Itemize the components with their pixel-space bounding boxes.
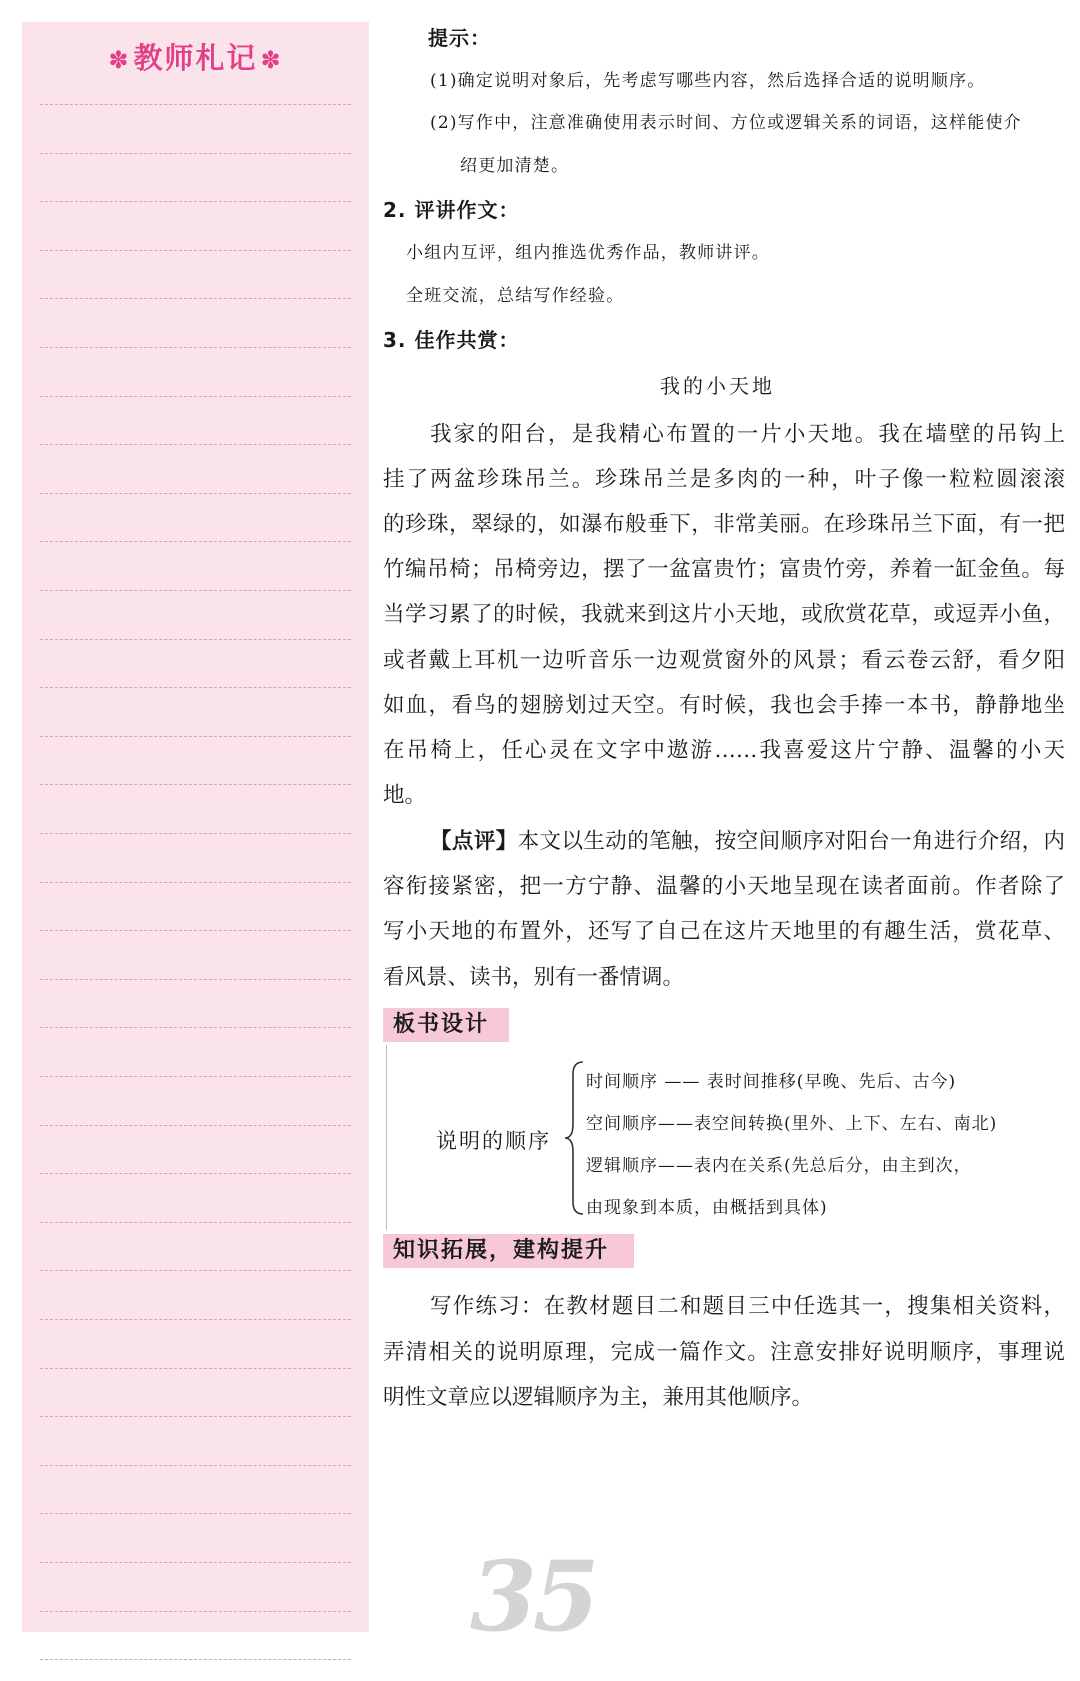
essay-line: 挂了两盆珍珠吊兰。珍珠吊兰是多肉的一种，叶子像一粒粒圆滚滚	[383, 467, 1065, 492]
note-line	[40, 444, 351, 445]
tips-heading: 提示：	[428, 26, 491, 50]
extension-line: 弄清相关的说明原理，完成一篇作文。注意安排好说明顺序，事理说	[383, 1340, 1065, 1365]
comment-first-text: 本文以生动的笔触，按空间顺序对阳台一角进行介绍，内	[517, 829, 1065, 854]
page-number: 35	[470, 1540, 596, 1653]
note-line	[40, 1222, 351, 1223]
note-line	[40, 347, 351, 348]
notes-title-text: 教师札记	[133, 41, 258, 75]
note-line	[40, 1027, 351, 1028]
note-line	[40, 541, 351, 542]
notes-title	[22, 36, 369, 77]
brace-icon	[563, 1058, 585, 1218]
note-line	[40, 1659, 351, 1660]
note-line	[40, 1611, 351, 1612]
comment-line	[430, 824, 1065, 855]
extension-section-title: 知识拓展，建构提升	[383, 1234, 634, 1268]
review-line-2: 全班交流，总结写作经验。	[406, 286, 625, 306]
essay-line: 地。	[383, 783, 427, 808]
note-line	[40, 201, 351, 202]
extension-line: 写作练习：在教材题目二和题目三中任选其一，搜集相关资料，	[430, 1294, 1065, 1319]
note-line	[40, 833, 351, 834]
note-line	[40, 687, 351, 688]
flower-icon: ✽	[108, 46, 131, 74]
note-line	[40, 930, 351, 931]
tips-item-2-line-1: (2)写作中，注意准确使用表示时间、方位或逻辑关系的词语，这样能使介	[430, 113, 1022, 133]
note-line	[40, 1173, 351, 1174]
note-line	[40, 396, 351, 397]
note-line	[40, 1076, 351, 1077]
note-line	[40, 1125, 351, 1126]
tips-item-2-line-2: 绍更加清楚。	[460, 156, 570, 176]
comment-line: 容衔接紧密，把一方宁静、温馨的小天地呈现在读者面前。作者除了	[383, 874, 1065, 899]
board-root: 说明的顺序	[436, 1129, 551, 1153]
note-line	[40, 1513, 351, 1514]
note-line	[40, 784, 351, 785]
note-line	[40, 1319, 351, 1320]
comment-tag: 【点评】	[430, 829, 518, 854]
essay-line: 竹编吊椅；吊椅旁边，摆了一盆富贵竹；富贵竹旁，养着一缸金鱼。每	[383, 557, 1065, 582]
comment-line: 写小天地的布置外，还写了自己在这片天地里的有趣生活，赏花草、	[383, 919, 1065, 944]
note-line	[40, 639, 351, 640]
board-section-title: 板书设计	[383, 1008, 509, 1042]
review-heading: 2. 评讲作文：	[383, 198, 520, 222]
note-line	[40, 1416, 351, 1417]
essay-line: 当学习累了的时候，我就来到这片小天地，或欣赏花草，或逗弄小鱼，	[383, 602, 1065, 627]
board-item: 逻辑顺序——表内在关系(先总后分，由主到次，	[586, 1156, 972, 1176]
note-line	[40, 979, 351, 980]
board-item: 空间顺序——表空间转换(里外、上下、左右、南北)	[586, 1114, 998, 1134]
note-line	[40, 298, 351, 299]
board-divider	[386, 1045, 387, 1230]
essay-line: 在吊椅上，任心灵在文字中遨游……我喜爱这片宁静、温馨的小天	[383, 738, 1065, 763]
tips-item-1: (1)确定说明对象后，先考虑写哪些内容，然后选择合适的说明顺序。	[430, 71, 986, 91]
flower-icon: ✽	[260, 46, 283, 74]
board-item: 时间顺序 —— 表时间推移(早晚、先后、古今)	[586, 1072, 957, 1092]
note-line	[40, 153, 351, 154]
review-line-1: 小组内互评，组内推选优秀作品，教师讲评。	[406, 243, 770, 263]
essay-line: 或者戴上耳机一边听音乐一边观赏窗外的风景；看云卷云舒，看夕阳	[383, 648, 1065, 673]
teacher-notes-panel	[22, 22, 369, 1632]
essay-line: 我家的阳台，是我精心布置的一片小天地。我在墙壁的吊钩上	[430, 422, 1065, 447]
note-line	[40, 250, 351, 251]
board-item: 由现象到本质，由概括到具体)	[586, 1198, 828, 1218]
note-line	[40, 590, 351, 591]
note-line	[40, 104, 351, 105]
extension-line: 明性文章应以逻辑顺序为主，兼用其他顺序。	[383, 1385, 814, 1410]
note-line	[40, 1562, 351, 1563]
comment-line: 看风景、读书，别有一番情调。	[383, 965, 685, 990]
showcase-heading: 3. 佳作共赏：	[383, 328, 520, 352]
note-line	[40, 1368, 351, 1369]
note-line	[40, 882, 351, 883]
note-line	[40, 1270, 351, 1271]
essay-line: 的珍珠，翠绿的，如瀑布般垂下，非常美丽。在珍珠吊兰下面，有一把	[383, 512, 1065, 537]
note-line	[40, 736, 351, 737]
essay-line: 如血，看鸟的翅膀划过天空。有时候，我也会手捧一本书，静静地坐	[383, 693, 1065, 718]
note-line	[40, 1465, 351, 1466]
note-line	[40, 493, 351, 494]
essay-title: 我的小天地	[660, 374, 775, 398]
